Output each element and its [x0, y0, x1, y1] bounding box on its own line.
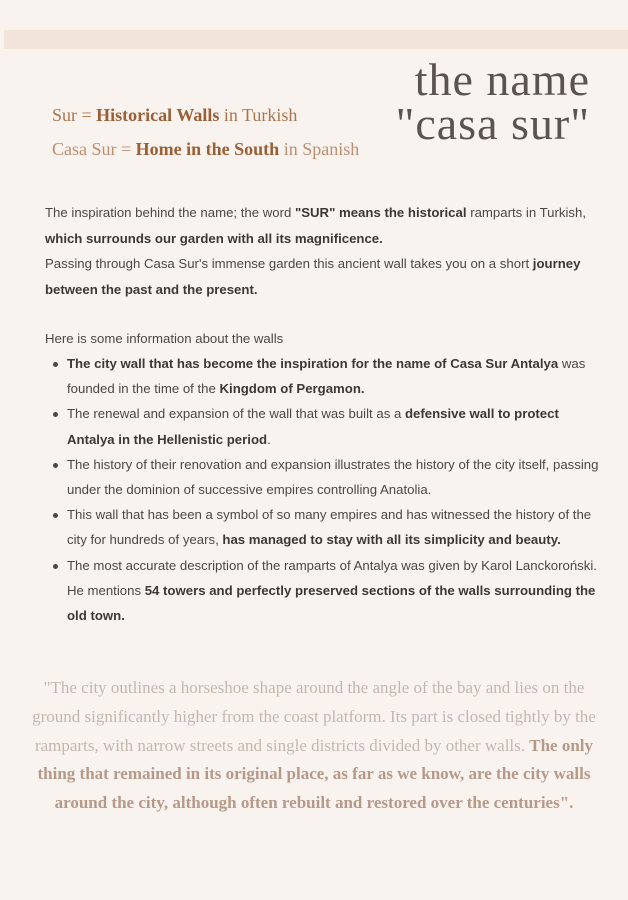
- definition-prefix: Casa Sur =: [52, 139, 136, 159]
- list-item: [67, 401, 607, 451]
- quote-text: "The city outlines a horseshoe shape around the angle of the bay and lies on the ground significantly higher from the coast platform. Its part is closed tightly by the ramparts, with narrow streets and single districts divided by other walls.: [32, 678, 596, 755]
- intro-text-run: The inspiration behind the name; the word: [45, 205, 295, 220]
- historical-quote: [30, 674, 598, 818]
- intro-text-run: ramparts in Turkish,: [466, 205, 586, 220]
- list-text-run: The most accurate description of the ramparts of Antalya was given by Karol Lanckoroński. He mentions: [67, 557, 597, 598]
- quote-strong-text: The only thing that remained in its original place, as far as we know, are the city walls around the city, although often rebuilt and restored over the centuries".: [37, 735, 594, 813]
- intro-text: [45, 200, 605, 302]
- list-strong-run: 54 towers and perfectly preserved sections of the walls surrounding the old town.: [67, 582, 596, 624]
- definition-strong: Home in the South: [135, 139, 280, 159]
- definition-strong: Historical Walls: [96, 105, 220, 125]
- list-text-run: The renewal and expansion of the wall that was built as a: [67, 406, 405, 422]
- top-band: [0, 30, 628, 49]
- definition-spanish: [52, 136, 359, 170]
- list-item: [67, 553, 607, 629]
- info-heading: Here is some information about the walls: [45, 331, 284, 346]
- intro-strong-run: journey between the past and the present.: [45, 256, 581, 297]
- title-line-1: the name: [414, 54, 590, 105]
- walls-info-list: [67, 351, 607, 628]
- list-strong-run: has managed to stay with all its simplicity and beauty.: [222, 532, 561, 548]
- definition-prefix: Sur =: [52, 105, 97, 125]
- definition-suffix: in Turkish: [219, 105, 298, 125]
- intro-paragraph-2: [45, 251, 605, 302]
- list-strong-run: Kingdom of Pergamon.: [219, 381, 365, 397]
- intro-strong-run: which surrounds our garden with all its magnificence.: [45, 230, 383, 246]
- name-definitions: [52, 102, 359, 170]
- list-text-run: The history of their renovation and expansion illustrates the history of the city itself, passing under the dominion of successive empires controlling Anatolia.: [67, 456, 599, 498]
- band-edge: [0, 30, 4, 49]
- definition-turkish: [52, 102, 359, 136]
- intro-text-run: Passing through Casa Sur's immense garden this ancient wall takes you on a short: [45, 256, 533, 271]
- intro-strong-run: "SUR" means the historical: [294, 205, 467, 220]
- list-text-run: .: [267, 431, 271, 447]
- list-strong-run: The city wall that has become the inspiration for the name of Casa Sur Antalya: [67, 356, 559, 371]
- intro-paragraph-1: [45, 200, 605, 251]
- title-line-2: "casa sur": [395, 98, 590, 149]
- definition-suffix: in Spanish: [279, 139, 360, 159]
- list-text-run: was founded in the time of the: [67, 356, 586, 397]
- list-strong-run: defensive wall to protect Antalya in the Hellenistic period: [67, 406, 559, 447]
- list-item: [67, 452, 607, 502]
- list-item: [67, 502, 607, 552]
- page-title: [330, 54, 590, 149]
- list-item: [67, 351, 607, 401]
- list-text-run: This wall that has been a symbol of so many empires and has witnessed the history of the city for hundreds of years,: [67, 507, 592, 548]
